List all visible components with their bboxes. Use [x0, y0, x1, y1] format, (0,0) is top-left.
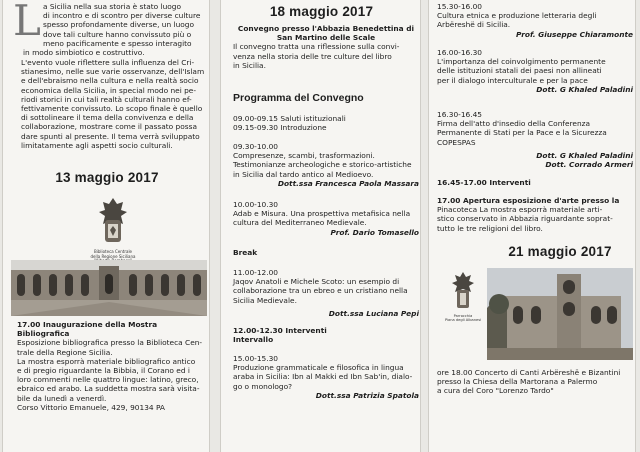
event-line: ebraico ed arabo. La suddetta mostra sarà visita-	[17, 384, 200, 394]
slot-line: COPESPAS	[437, 137, 476, 147]
slot-tomasello	[233, 200, 419, 237]
event-line: e di pregio riguardante la Bibbia, il Corano ed i	[17, 366, 190, 376]
slot-time: 15.30-16.00	[437, 2, 482, 11]
event-line: ore 18.00 Concerto di Canti Arbëreshë e Bizantini	[437, 368, 621, 377]
speaker-name: Dott.ssa Luciana Pepi	[328, 308, 419, 318]
slot-line: Produzione grammaticale e filosofica in lingua	[233, 363, 404, 373]
intro-paragraph-end	[23, 48, 209, 57]
event-line: Esposizione bibliografica presso la Biblioteca Cen-	[17, 338, 203, 348]
pinacoteca-event	[437, 196, 633, 233]
slot-paladini	[437, 48, 633, 94]
slot-line: cultura del Mediterraneo Medievale.	[233, 218, 367, 228]
convegno-desc-line: venza nella storia delle tre culture del libro	[233, 51, 392, 61]
slot-line: per il dialogo interculturale e per la pace	[437, 75, 588, 85]
intro-line: in modo simbiotico e costruttivo.	[23, 48, 145, 57]
slot-time: 16.00-16.30	[437, 48, 482, 57]
description-line: fettivamente convissuto. Lo scopo finale è quello	[21, 104, 203, 114]
date-heading-18-may: 18 maggio 2017	[269, 4, 374, 19]
convegno-intro	[233, 24, 419, 70]
speaker-name: Prof. Dario Tomasello	[330, 227, 419, 237]
slot-copespas	[437, 110, 633, 169]
slot-line: delle istituzioni statali dei paesi non allineati	[437, 66, 602, 76]
intro-line: dove tali culture hanno convissuto più o	[43, 29, 192, 39]
speaker-name: Dott. Corrado Armeri	[545, 160, 633, 170]
slot-spatola	[233, 354, 419, 400]
event-line: 17.00 Inaugurazione della Mostra Bibliografica	[17, 320, 158, 339]
slot-time: 11.00-12.00	[233, 268, 278, 277]
description-line: di sottolineare il tema della convivenza e della	[21, 113, 194, 123]
event-line: presso la Chiesa della Martorana a Palermo	[437, 377, 598, 387]
slot-line: Arbëreshë di Sicilia.	[437, 20, 511, 30]
parish-seal-caption	[443, 314, 483, 322]
event-line: stico conservato in Abbazia riguardante soprat-	[437, 214, 613, 224]
slot-massara	[233, 142, 419, 188]
slot-line: Intervallo	[233, 335, 274, 345]
column-middle	[220, 0, 421, 452]
description-line: dare spunti al presente. Il tema verrà sviluppato	[21, 131, 200, 141]
date-heading-13-may: 13 maggio 2017	[55, 170, 159, 185]
slot-line: go o monologo?	[233, 381, 293, 391]
slot-chiaramonte	[437, 2, 633, 39]
intro-line: meno pacificamente e spesso interagito	[43, 38, 192, 48]
library-seal-icon	[93, 196, 133, 252]
event-line: bile da lunedì a venerdì.	[17, 393, 107, 403]
column-left	[2, 0, 210, 452]
slot-line: L'importanza del coinvolgimento permanente	[437, 57, 606, 67]
event-line: 17.00 Apertura esposizione d'arte presso la	[437, 196, 620, 205]
slot-interventi-afternoon: 16.45-17.00 Interventi	[437, 178, 531, 187]
event-line: Corso Vittorio Emanuele, 429, 90134 PA	[17, 402, 165, 412]
event-line: La mostra esporrà materiale bibliografico antico	[17, 356, 196, 366]
convegno-title-line: San Martino delle Scale	[276, 33, 376, 43]
event-line: loro commenti nelle quattro lingue: latino, greco,	[17, 375, 199, 385]
slot-line: Adab e Misura. Una prospettiva metafisica nella	[233, 209, 411, 219]
slot-line: in Sicilia dal tardo antico al Medioevo.	[233, 169, 374, 179]
slot-line: araba in Sicilia: Ibn al Makki ed Ibn Sab'in, dialo-	[233, 372, 413, 382]
seal-caption-line: Piana degli Albanesi	[444, 318, 482, 323]
description-line: collaborazione, mostrare come il passato possa	[21, 122, 197, 132]
intro-line: a Sicilia nella sua storia è stato luogo	[43, 2, 182, 11]
speaker-name: Prof. Giuseppe Chiaramonte	[516, 29, 633, 39]
description-line: stianesimo, nelle sue varie osservanze, dell'Islam	[21, 67, 205, 77]
intro-paragraph	[43, 2, 209, 48]
seal-caption-line: Parrocchia	[453, 314, 473, 318]
slot-time: 09.30-10.00	[233, 142, 278, 151]
slot-line: Sicilia Medievale.	[233, 295, 297, 305]
drop-cap-letter: L	[13, 0, 41, 45]
slot-line: collaborazione tra un ebreo e un cristiano nella	[233, 286, 408, 296]
slot-line: 09.00-09.15 Saluti istituzionali	[233, 114, 346, 123]
intro-line: spesso profondamente diverse, un luogo	[43, 20, 194, 30]
break-label: Break	[233, 248, 258, 257]
event-13-may	[17, 320, 209, 412]
slot-line: Firma dell'atto d'insedio della Conferenza	[437, 119, 591, 129]
seal-caption-line: della Regione Siciliana	[90, 253, 136, 259]
description-line: e dell'ebraismo nella cultura e nella realtà socio	[21, 76, 199, 86]
slot-line: Compresenze, scambi, trasformazioni.	[233, 151, 375, 161]
slot-time: 10.00-10.30	[233, 200, 278, 209]
speaker-name: Dott. G Khaled Paladini	[536, 84, 633, 94]
description-paragraph	[21, 58, 209, 150]
slot-time: 16.30-16.45	[437, 110, 482, 119]
convegno-desc-line: in Sicilia.	[233, 60, 266, 70]
slot-opening	[233, 114, 419, 132]
convegno-desc-line: Il convegno tratta una riflessione sulla convi-	[233, 42, 400, 52]
slot-line: 12.00-12.30 Interventi	[233, 326, 327, 335]
description-line: economica della Sicilia, in special modo nei pe-	[21, 85, 196, 95]
slot-time: 15.00-15.30	[233, 354, 278, 363]
event-line: tutto le tre religioni del libro.	[437, 223, 543, 233]
event-line: a cura del Coro "Lorenzo Tardo"	[437, 386, 554, 396]
library-courtyard-photo	[11, 260, 207, 316]
description-line: limitatamente agli aspetti socio culturali.	[21, 140, 173, 150]
column-right	[428, 0, 636, 452]
slot-interventi	[233, 326, 419, 344]
seal-caption-line: Biblioteca Centrale	[93, 249, 133, 254]
parish-seal-icon	[447, 270, 479, 316]
slot-line: Testimonianze archeologiche e storico-artistiche	[233, 160, 412, 170]
event-line: trale della Regione Sicilia.	[17, 347, 113, 357]
slot-line: Cultura etnica e produzione letteraria degli	[437, 11, 597, 21]
concert-event	[437, 368, 633, 396]
speaker-name: Dott.ssa Patrizia Spatola	[315, 390, 419, 400]
description-line: riodi storici in cui tali realtà culturali hanno ef-	[21, 94, 192, 104]
convegno-title-line: Convegno presso l'Abbazia Benedettina di	[237, 24, 415, 33]
date-heading-21-may: 21 maggio 2017	[508, 244, 612, 259]
programma-title: Programma del Convegno	[233, 92, 364, 104]
speaker-name: Dott.ssa Francesca Paola Massara	[277, 178, 419, 188]
event-line: Pinacoteca La mostra esporrà materiale arti-	[437, 205, 603, 215]
slot-pepi	[233, 268, 419, 318]
speaker-name: Dott. G Khaled Paladini	[536, 150, 633, 160]
martorana-church-photo	[487, 268, 633, 360]
description-line: L'evento vuole riflettere sulla influenza del Cri-	[21, 58, 195, 67]
slot-line: 09.15-09.30 Introduzione	[233, 123, 327, 133]
slot-line: Permanente di Stati per la Pace e la Sicurezza	[437, 128, 607, 138]
intro-line: di incontro e di scontro per diverse culture	[43, 11, 201, 21]
slot-line: Jaqov Anatoli e Michele Scoto: un esempio di	[233, 277, 400, 287]
